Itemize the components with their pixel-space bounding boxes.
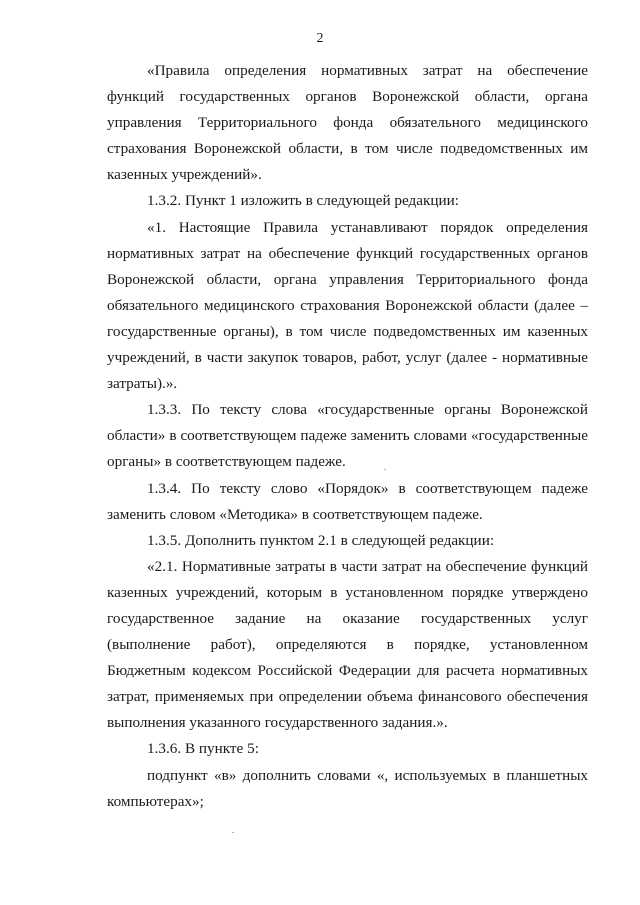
document-body <box>107 58 588 815</box>
paragraph-rules-title: «Правила определения нормативных затрат на обеспечение функций государственных органов Воронежской области, органа управления Территориального фонда обязательного медицинского страхования Воронежской области, в том числе подведомственных им казенных учреждений». <box>107 62 588 184</box>
scan-speck <box>384 469 386 470</box>
paragraph-1-3-2: 1.3.2. Пункт 1 изложить в следующей редакции: <box>147 192 460 210</box>
scan-speck <box>232 832 234 833</box>
paragraph-1-3-4: 1.3.4. По тексту слово «Порядок» в соответствующем падеже заменить словом «Методика» в соответствующем падеже. <box>107 479 588 523</box>
paragraph-subitem-v: подпункт «в» дополнить словами «, используемых в планшетных компьютерах»; <box>107 766 588 810</box>
page-number: 2 <box>316 31 324 46</box>
paragraph-1-3-6: 1.3.6. В пункте 5: <box>147 740 259 758</box>
paragraph-1-3-3: 1.3.3. По тексту слова «государственные органы Воронежской области» в соответствующем падеже заменить словами «государственные органы» в соответствующем падеже. <box>107 401 588 471</box>
paragraph-rules-item-2-1: «2.1. Нормативные затраты в части затрат на обеспечение функций казенных учреждений, которым в установленном порядке утверждено государственное задание на оказание государственных услуг (выполнение работ), определяются в порядке, установленном Бюджетным кодексом Российской Федерации для расчета нормативных затрат, применяемых при определении объема финансового обеспечения выполнения указанного государственного задания.». <box>107 557 588 732</box>
paragraph-rules-item-1: «1. Настоящие Правила устанавливают порядок определения нормативных затрат на обеспечение функций государственных органов Воронежской области, органа управления Территориального фонда обязательного медицинского страхования Воронежской области (далее – государственные органы), в том числе подведомственных им казенных учреждений, в части закупок товаров, работ, услуг (далее - нормативные затраты).». <box>107 218 588 393</box>
paragraph-1-3-5: 1.3.5. Дополнить пунктом 2.1 в следующей редакции: <box>147 531 495 549</box>
